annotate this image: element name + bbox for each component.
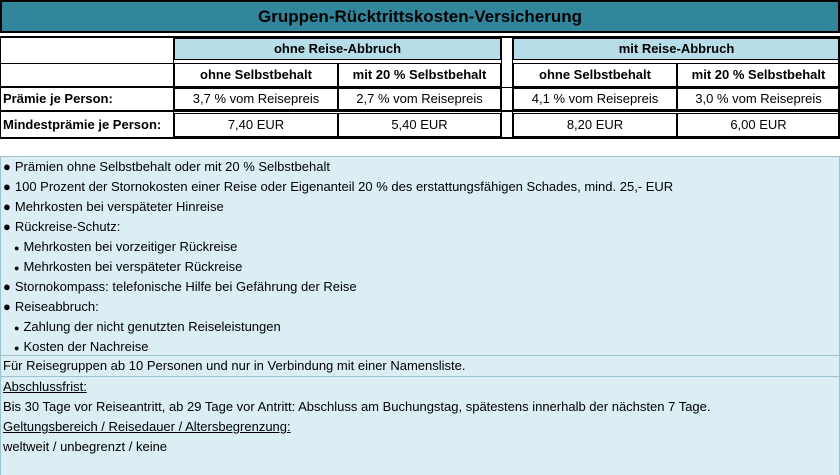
cell-mindest-4: 6,00 EUR [677, 113, 840, 137]
bullet-icon: ● [3, 219, 11, 234]
bullet-icon: ● [14, 323, 20, 333]
group-divider-right [512, 38, 513, 138]
deadline-text: Bis 30 Tage vor Reiseantritt, ab 29 Tage vor Antritt: Abschluss am Buchungstag, spätestens innerhalb der nächsten 7 Tage. [3, 399, 711, 414]
bullet-item: ● Reiseabbruch: [3, 297, 99, 317]
bullet-item: ● Mehrkosten bei verspäteter Hinreise [3, 197, 224, 217]
col-header-3: ohne Selbstbehalt [513, 63, 677, 87]
bullet-item: ● Rückreise-Schutz: [3, 217, 120, 237]
bullet-item: ● Prämien ohne Selbstbehalt oder mit 20 % Selbstbehalt [3, 157, 330, 177]
cell-praemie-4: 3,0 % vom Reisepreis [677, 88, 840, 110]
group-header-mit-reise-abbruch: mit Reise-Abbruch [513, 38, 840, 60]
bullet-icon: ● [3, 299, 11, 314]
cell-praemie-3: 4,1 % vom Reisepreis [513, 88, 677, 110]
row-divider-thick [0, 110, 840, 112]
cell-mindest-2: 5,40 EUR [338, 113, 501, 137]
cell-mindest-1: 7,40 EUR [174, 113, 338, 137]
cell-mindest-3: 8,20 EUR [513, 113, 677, 137]
bullet-item: ● 100 Prozent der Stornokosten einer Reise oder Eigenanteil 20 % des erstattungsfähigen Schades, mind. 25,- EUR [3, 177, 673, 197]
scope-text: weltweit / unbegrenzt / keine [3, 439, 168, 454]
page-title: Gruppen-Rücktrittskosten-Versicherung [0, 0, 840, 33]
sub-bullet-item: ● Kosten der Nachreise [14, 337, 148, 357]
group-divider-left [501, 38, 502, 138]
group-header-ohne-reise-abbruch: ohne Reise-Abbruch [174, 38, 501, 60]
col-header-4: mit 20 % Selbstbehalt [677, 63, 840, 87]
row-label-mindestpraemie: Mindestprämie je Person: [3, 117, 162, 132]
bullet-icon: ● [14, 263, 20, 273]
col-header-2: mit 20 % Selbstbehalt [338, 63, 501, 87]
table-left-border [0, 38, 1, 138]
bullet-icon: ● [3, 179, 11, 194]
deadline-heading: Abschlussfrist: [3, 379, 87, 394]
col-header-1: ohne Selbstbehalt [174, 63, 338, 87]
row-label-praemie: Prämie je Person: [3, 91, 113, 106]
sub-bullet-item: ● Mehrkosten bei vorzeitiger Rückreise [14, 237, 237, 257]
scope-heading: Geltungsbereich / Reisedauer / Altersbegrenzung: [3, 419, 291, 434]
table-bottom-border [0, 137, 840, 139]
bullet-icon: ● [3, 279, 11, 294]
bullet-icon: ● [3, 199, 11, 214]
divider [0, 376, 840, 377]
col-divider [173, 38, 174, 138]
sub-bullet-item: ● Zahlung der nicht genutzten Reiseleistungen [14, 317, 281, 337]
sub-bullet-item: ● Mehrkosten bei verspäteter Rückreise [14, 257, 242, 277]
bullet-icon: ● [14, 243, 20, 253]
bullet-icon: ● [14, 343, 20, 353]
note-text: Für Reisegruppen ab 10 Personen und nur in Verbindung mit einer Namensliste. [3, 358, 466, 373]
row-label-spacer [0, 63, 174, 87]
cell-praemie-2: 2,7 % vom Reisepreis [338, 88, 501, 110]
bullet-item: ● Stornokompass: telefonische Hilfe bei Gefährung der Reise [3, 277, 357, 297]
bullet-icon: ● [3, 159, 11, 174]
cell-praemie-1: 3,7 % vom Reisepreis [174, 88, 338, 110]
